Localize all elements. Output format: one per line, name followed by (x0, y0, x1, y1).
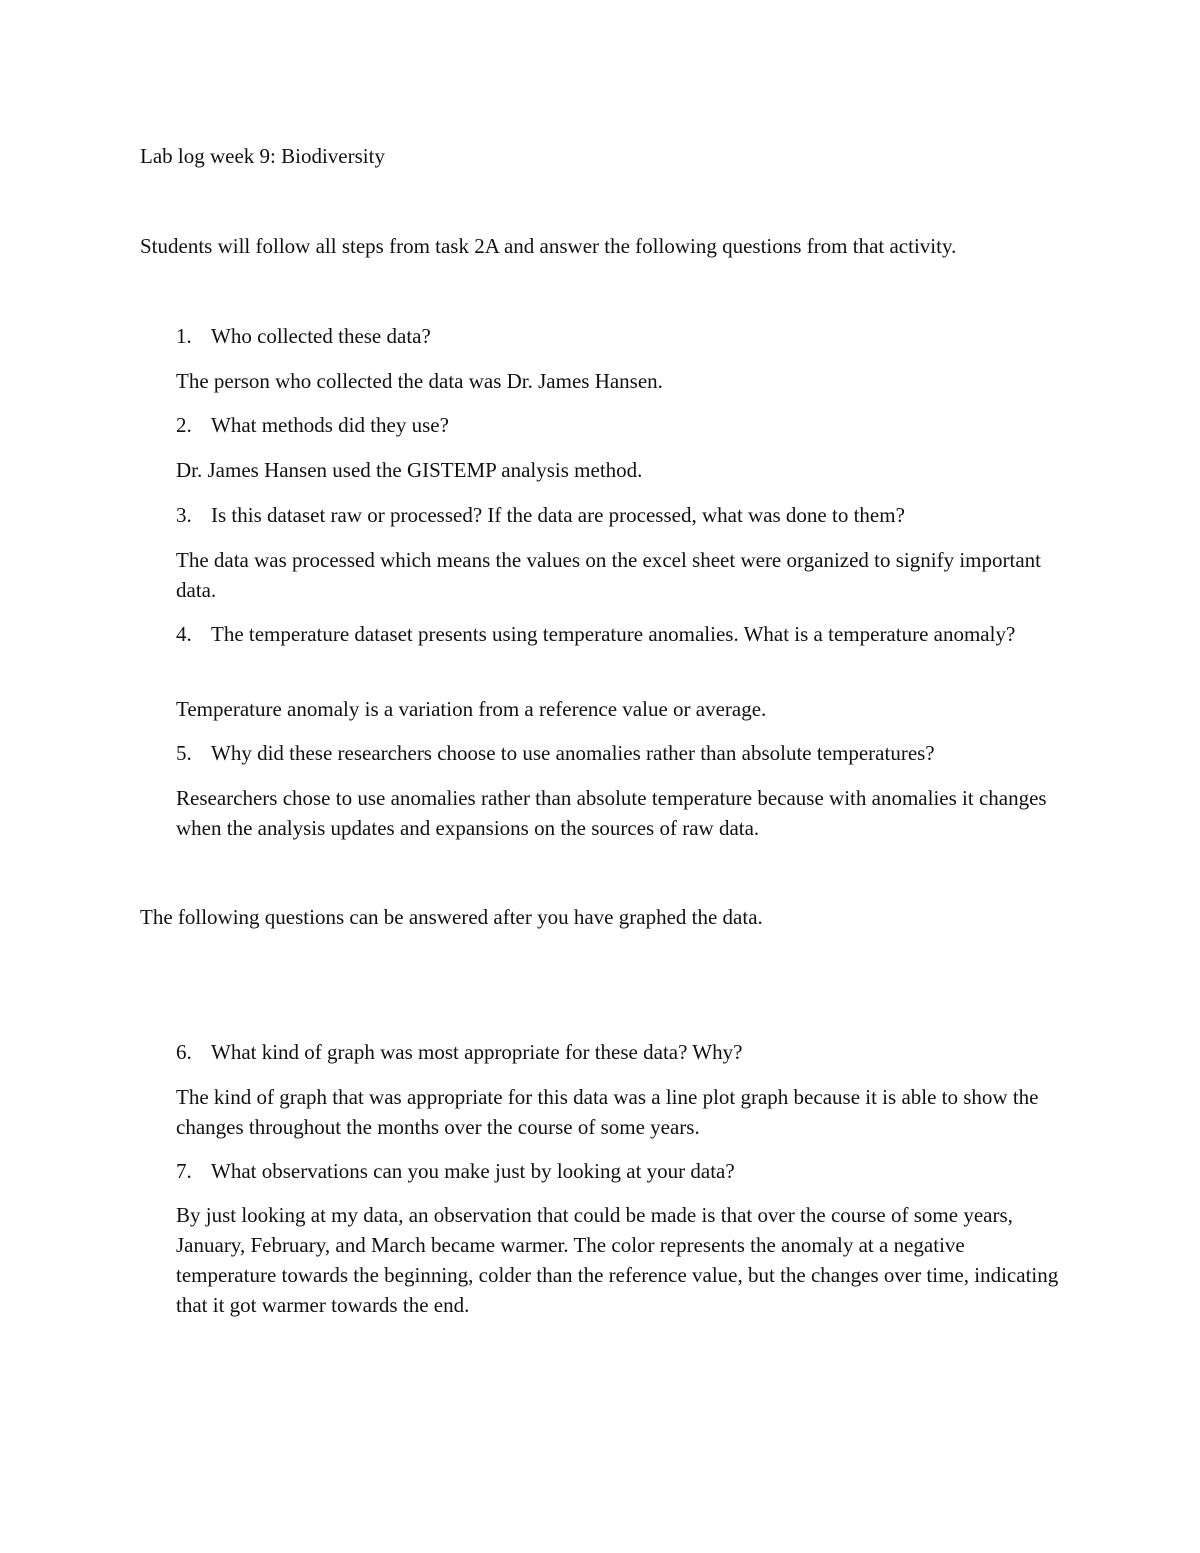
question-5: Why did these researchers choose to use anomalies rather than absolute temperatures? (211, 741, 935, 765)
document-title: Lab log week 9: Biodiversity (140, 144, 385, 168)
question-number-1: 1. (176, 324, 192, 348)
answer-4: Temperature anomaly is a variation from a reference value or average. (176, 697, 767, 721)
question-1: Who collected these data? (211, 324, 431, 348)
answer-3: The data was processed which means the values on the excel sheet were organized to signify important data. (176, 548, 1041, 602)
intro-paragraph: Students will follow all steps from task 2A and answer the following questions from that activity. (140, 234, 957, 258)
question-number-6: 6. (176, 1040, 192, 1064)
question-number-2: 2. (176, 413, 192, 437)
answer-2: Dr. James Hansen used the GISTEMP analysis method. (176, 458, 643, 482)
question-6: What kind of graph was most appropriate for these data? Why? (211, 1040, 743, 1064)
question-number-7: 7. (176, 1159, 192, 1183)
answer-1: The person who collected the data was Dr. James Hansen. (176, 369, 663, 393)
question-2: What methods did they use? (211, 413, 449, 437)
question-4: The temperature dataset presents using temperature anomalies. What is a temperature anomaly? (211, 622, 1016, 646)
question-number-5: 5. (176, 741, 192, 765)
question-number-3: 3. (176, 503, 192, 527)
answer-6: The kind of graph that was appropriate for this data was a line plot graph because it is able to show the changes throughout the months over the course of some years. (176, 1085, 1039, 1139)
section-two-intro: The following questions can be answered after you have graphed the data. (140, 905, 763, 929)
question-number-4: 4. (176, 622, 192, 646)
answer-7: By just looking at my data, an observation that could be made is that over the course of some years, January, February, and March became warmer. The color represents the anomaly at a negative temperature towards the beginning, colder than the reference value, but the changes over time, indicating that it got warmer towards the end. (176, 1203, 1059, 1317)
answer-5: Researchers chose to use anomalies rather than absolute temperature because with anomalies it changes when the analysis updates and expansions on the sources of raw data. (176, 786, 1047, 840)
question-3: Is this dataset raw or processed? If the data are processed, what was done to them? (211, 503, 905, 527)
question-7: What observations can you make just by looking at your data? (211, 1159, 735, 1183)
